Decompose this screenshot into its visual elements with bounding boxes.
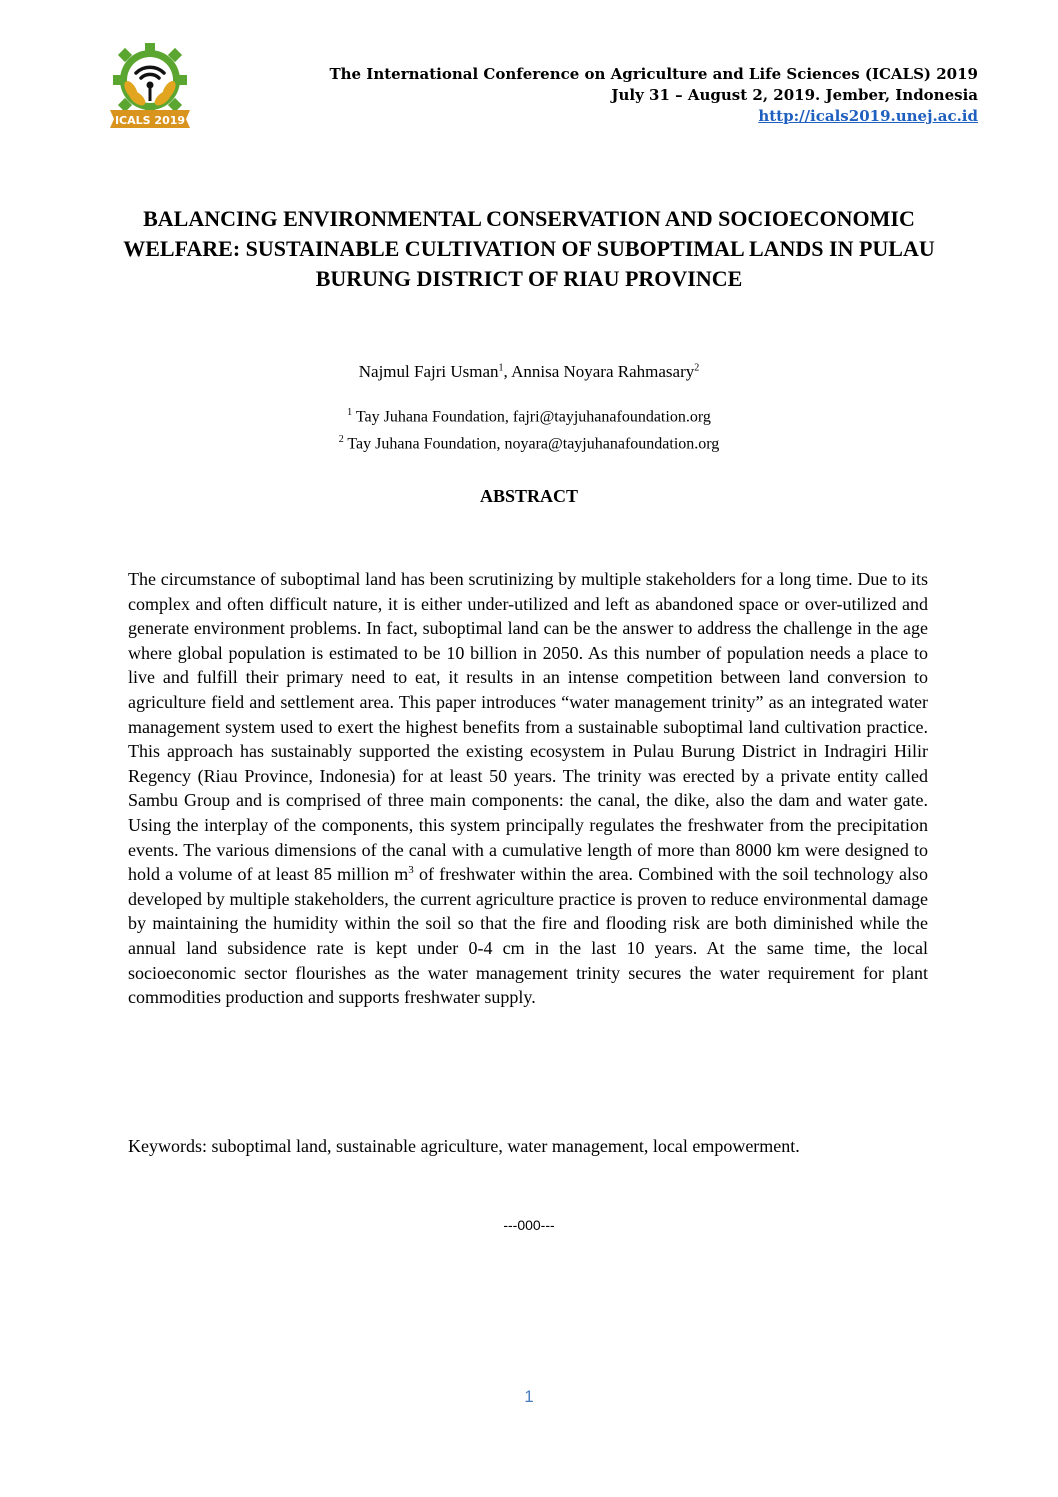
affiliation-superscript: 1	[347, 407, 353, 418]
conference-name: The International Conference on Agriculture and Life Sciences (ICALS) 2019	[329, 65, 978, 83]
author-superscript: 2	[694, 362, 700, 374]
logo-text: ICALS 2019	[114, 114, 186, 127]
affiliation-item	[0, 428, 1058, 455]
affiliation-text: Tay Juhana Foundation, fajri@tayjuhanafoundation.org	[352, 408, 711, 426]
conference-header	[329, 64, 978, 127]
abstract-body	[128, 567, 928, 1010]
affiliation-list	[0, 401, 1058, 456]
conference-dates-location: July 31 – August 2, 2019. Jember, Indonesia	[611, 86, 978, 104]
author-list	[0, 362, 1058, 382]
conference-url-link[interactable]: http://icals2019.unej.ac.id	[758, 107, 978, 125]
affiliation-item	[0, 401, 1058, 428]
paper-title: BALANCING ENVIRONMENTAL CONSERVATION AND SOCIOECONOMIC WELFARE: SUSTAINABLE CULTIVATION OF SUBOPTIMAL LANDS IN PULAU BURUNG DISTRICT OF RIAU PROVINCE	[123, 206, 935, 291]
conference-logo	[106, 40, 194, 132]
page-number: 1	[524, 1387, 534, 1406]
abstract-heading: ABSTRACT	[479, 486, 579, 506]
abstract-superscript: 3	[408, 864, 414, 877]
author-separator: ,	[503, 362, 512, 381]
author-name: Annisa Noyara Rahmasary	[511, 362, 695, 381]
author-name: Najmul Fajri Usman	[358, 362, 499, 381]
author-superscript: 1	[498, 362, 504, 374]
conference-logo-graphic	[106, 40, 194, 132]
abstract-text-part2: of freshwater within the area. Combined with the soil technology also developed by multiple stakeholders, the current agriculture practice is proven to reduce environmental damage by maintaining the humidity within the soil so that the fire and flooding risk are both diminished while the annual land subsidence rate is kept under 0-4 cm in the last 10 years. At the same time, the local socioeconomic sector flourishes as the water management trinity secures the water requirement for plant commodities production and supports freshwater supply.	[128, 864, 928, 1008]
affiliation-text: Tay Juhana Foundation, noyara@tayjuhanafoundation.org	[343, 435, 720, 453]
section-separator: ---000---	[503, 1217, 555, 1233]
affiliation-superscript: 2	[338, 434, 344, 446]
abstract-text-part1: The circumstance of suboptimal land has been scrutinizing by multiple stakeholders for a long time. Due to its complex and often difficult nature, it is either under-utilized and left as abandoned space or over-utilized and generate environment problems. In fact, suboptimal land can be the answer to address the challenge in the age where global population is estimated to be 10 billion in 2050. As this number of population needs a place to live and fulfill their primary need to eat, it results in an intense competition between land conversion to agriculture field and settlement area. This paper introduces “water management trinity” as an integrated water management system used to exert the highest benefits from a sustainable suboptimal land cultivation practice. This approach has sustainably supported the existing ecosystem in Pulau Burung District in Indragiri Hilir Regency (Riau Province, Indonesia) for at least 50 years. The trinity was erected by a private entity called Sambu Group and is comprised of three main components: the canal, the dike, also the dam and water gate. Using the interplay of the components, this system principally regulates the freshwater from the precipitation events. The various dimensions of the canal with a cumulative length of more than 8000 km were designed to hold a volume of at least 85 million m	[128, 569, 928, 885]
keywords: Keywords: suboptimal land, sustainable agriculture, water management, local empowerment.	[128, 1136, 800, 1156]
